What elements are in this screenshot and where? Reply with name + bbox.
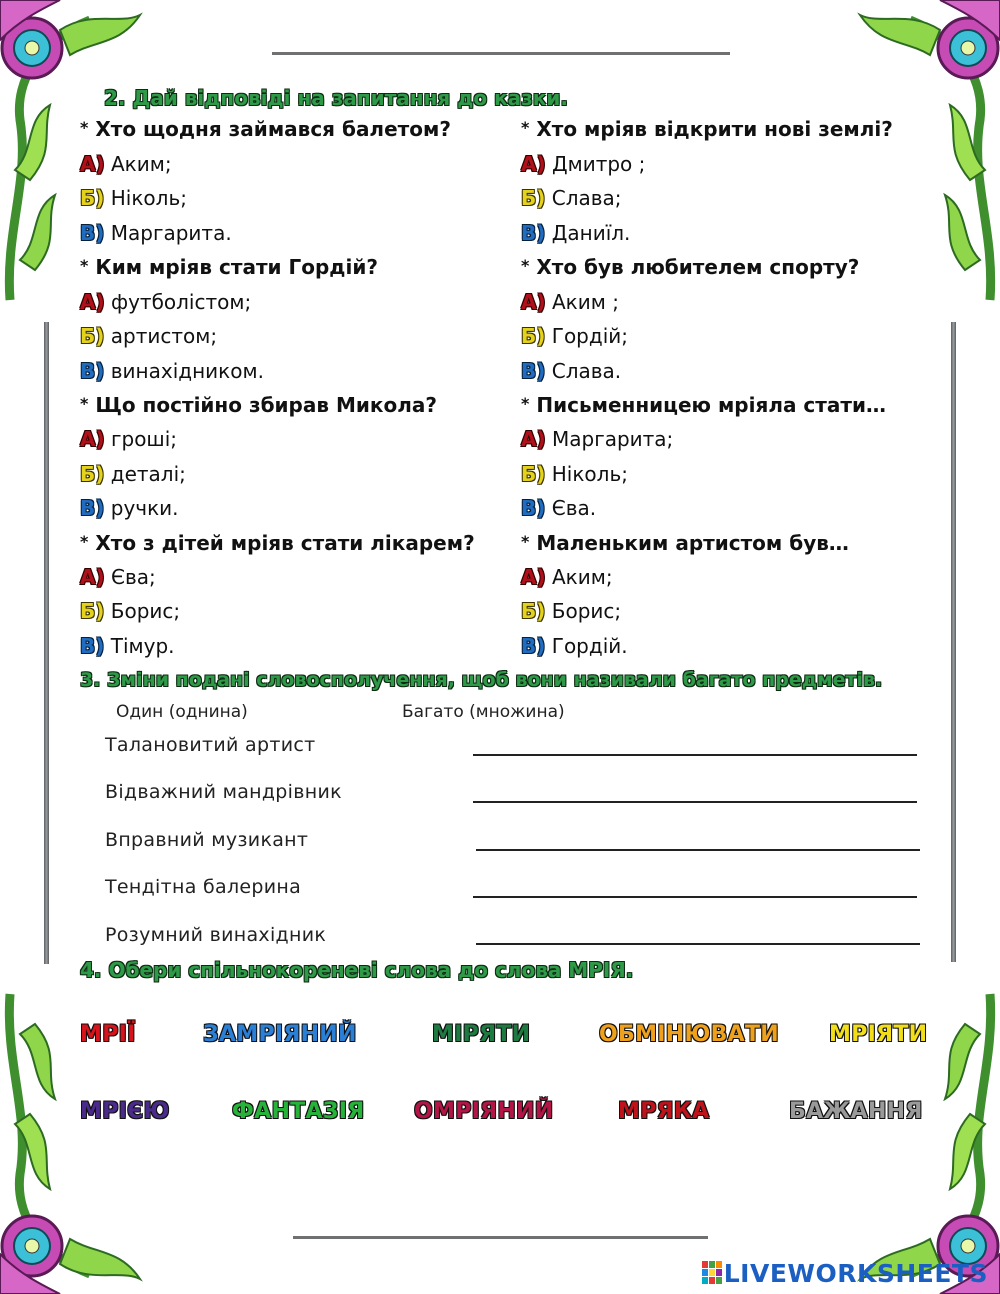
asterisk-icon: * xyxy=(80,532,89,551)
answer-option[interactable] xyxy=(80,324,217,348)
option-letter: В) xyxy=(80,359,105,383)
answer-input-line[interactable] xyxy=(476,849,920,851)
option-letter: Б) xyxy=(80,324,105,348)
option-letter: Б) xyxy=(521,462,546,486)
option-letter: В) xyxy=(521,221,546,245)
word-choice[interactable]: ФАНТАЗІЯ xyxy=(232,1099,365,1124)
phrase-label: Відважний мандрівник xyxy=(105,781,342,803)
option-letter: Б) xyxy=(80,599,105,623)
option-text: Тімур. xyxy=(110,634,175,658)
option-text: артистом; xyxy=(110,324,218,348)
answer-option[interactable] xyxy=(80,634,175,658)
option-text: Даниїл. xyxy=(551,221,631,245)
answer-option[interactable] xyxy=(521,324,628,348)
answer-option[interactable] xyxy=(80,427,177,451)
option-letter: В) xyxy=(521,634,546,658)
answer-option[interactable] xyxy=(521,565,613,589)
question-text: Хто був любителем спорту? xyxy=(536,255,860,279)
option-text: Борис; xyxy=(110,599,181,623)
option-text: Гордій. xyxy=(551,634,628,658)
option-letter: Б) xyxy=(521,599,546,623)
word-choice[interactable]: МРІЯТИ xyxy=(829,1022,928,1047)
option-text: Ніколь; xyxy=(551,462,628,486)
option-text: Аким; xyxy=(551,565,613,589)
option-letter: Б) xyxy=(80,186,105,210)
answer-option[interactable] xyxy=(521,462,628,486)
answer-option[interactable] xyxy=(521,359,621,383)
asterisk-icon: * xyxy=(521,532,530,551)
answer-option[interactable] xyxy=(521,290,619,314)
answer-option[interactable] xyxy=(521,496,596,520)
phrase-label: Розумний винахідник xyxy=(105,924,327,946)
word-choice[interactable]: ОБМІНЮВАТИ xyxy=(599,1022,779,1047)
option-letter: Б) xyxy=(521,186,546,210)
option-text: Єва; xyxy=(110,565,156,589)
question-text: Що постійно збирав Микола? xyxy=(95,393,437,417)
asterisk-icon: * xyxy=(80,394,89,413)
answer-input-line[interactable] xyxy=(473,801,917,803)
option-text: Маргарита. xyxy=(110,221,232,245)
liveworksheets-logo xyxy=(702,1259,988,1288)
top-frame-line xyxy=(272,52,730,55)
option-text: Маргарита; xyxy=(551,427,674,451)
option-text: футболістом; xyxy=(110,290,252,314)
answer-option[interactable] xyxy=(521,427,673,451)
answer-option[interactable] xyxy=(80,565,156,589)
asterisk-icon: * xyxy=(521,118,530,137)
liveworksheets-logo-icon xyxy=(702,1261,722,1285)
left-frame-line xyxy=(44,322,49,964)
answer-option[interactable] xyxy=(80,599,180,623)
option-text: Єва. xyxy=(551,496,597,520)
question xyxy=(80,117,451,141)
question xyxy=(80,531,475,555)
answer-option[interactable] xyxy=(80,221,232,245)
option-letter: А) xyxy=(80,152,105,176)
option-text: Слава; xyxy=(551,186,622,210)
option-text: деталі; xyxy=(110,462,186,486)
option-text: Слава. xyxy=(551,359,622,383)
answer-option[interactable] xyxy=(521,186,622,210)
answer-option[interactable] xyxy=(521,599,621,623)
corner-ornament-top-right xyxy=(850,0,1000,320)
question-text: Хто щодня займався балетом? xyxy=(95,117,451,141)
asterisk-icon: * xyxy=(80,118,89,137)
column-header-plural: Багато (множина) xyxy=(402,702,565,722)
option-letter: А) xyxy=(80,427,105,451)
phrase-label: Талановитий артист xyxy=(105,734,316,756)
option-letter: А) xyxy=(521,152,546,176)
option-text: ручки. xyxy=(110,496,179,520)
answer-option[interactable] xyxy=(521,634,628,658)
option-letter: В) xyxy=(521,496,546,520)
option-text: Ніколь; xyxy=(110,186,187,210)
question-text: Маленьким артистом був… xyxy=(536,531,849,555)
option-text: Аким ; xyxy=(551,290,619,314)
option-letter: В) xyxy=(80,496,105,520)
bottom-frame-line xyxy=(293,1236,708,1239)
answer-option[interactable] xyxy=(80,496,179,520)
logo-text: LIVEWORKSHEETS xyxy=(723,1259,988,1288)
option-text: Борис; xyxy=(551,599,622,623)
option-letter: В) xyxy=(80,634,105,658)
word-choice[interactable]: МРІЇ xyxy=(80,1022,136,1047)
question-text: Ким мріяв стати Гордій? xyxy=(95,255,378,279)
word-choice[interactable]: ЗАМРІЯНИЙ xyxy=(203,1022,357,1047)
question xyxy=(521,117,893,141)
option-text: Гордій; xyxy=(551,324,628,348)
section3-title: 3. Зміни подані словосполучення, щоб вони називали багато предметів. xyxy=(80,669,883,691)
asterisk-icon: * xyxy=(521,256,530,275)
option-letter: А) xyxy=(521,427,546,451)
option-letter: А) xyxy=(80,565,105,589)
option-text: винахідником. xyxy=(110,359,264,383)
question-text: Письменницею мріяла стати… xyxy=(536,393,886,417)
answer-option[interactable] xyxy=(80,186,187,210)
answer-option[interactable] xyxy=(80,462,186,486)
answer-option[interactable] xyxy=(521,152,645,176)
option-letter: В) xyxy=(521,359,546,383)
answer-option[interactable] xyxy=(521,221,630,245)
word-choice[interactable]: МІРЯТИ xyxy=(432,1022,531,1047)
question xyxy=(521,255,859,279)
option-letter: А) xyxy=(80,290,105,314)
answer-input-line[interactable] xyxy=(476,943,920,945)
answer-option[interactable] xyxy=(80,290,251,314)
asterisk-icon: * xyxy=(80,256,89,275)
option-letter: А) xyxy=(521,565,546,589)
question-text: Хто мріяв відкрити нові землі? xyxy=(536,117,893,141)
column-header-singular: Один (однина) xyxy=(116,702,248,722)
option-letter: Б) xyxy=(521,324,546,348)
question xyxy=(80,255,378,279)
word-choice[interactable]: МРЯКА xyxy=(618,1099,710,1124)
word-choice[interactable]: БАЖАННЯ xyxy=(789,1099,923,1124)
option-text: Дмитро ; xyxy=(551,152,646,176)
option-letter: В) xyxy=(80,221,105,245)
option-letter: А) xyxy=(521,290,546,314)
word-choice[interactable]: МРІЄЮ xyxy=(80,1099,170,1124)
question-text: Хто з дітей мріяв стати лікарем? xyxy=(95,531,475,555)
question xyxy=(521,393,886,417)
right-frame-line xyxy=(951,322,956,962)
question xyxy=(80,393,437,417)
answer-option[interactable] xyxy=(80,359,264,383)
answer-input-line[interactable] xyxy=(473,896,917,898)
phrase-label: Тендітна балерина xyxy=(105,876,302,898)
question xyxy=(521,531,849,555)
option-text: гроші; xyxy=(110,427,178,451)
section2-title: 2. Дай відповіді на запитання до казки. xyxy=(104,86,568,110)
word-choice[interactable]: ОМРІЯНИЙ xyxy=(414,1099,554,1124)
section4-title: 4. Обери спільнокореневі слова до слова МРІЯ. xyxy=(80,958,634,982)
option-text: Аким; xyxy=(110,152,172,176)
option-letter: Б) xyxy=(80,462,105,486)
asterisk-icon: * xyxy=(521,394,530,413)
answer-input-line[interactable] xyxy=(473,754,917,756)
answer-option[interactable] xyxy=(80,152,172,176)
phrase-label: Вправний музикант xyxy=(105,829,309,851)
